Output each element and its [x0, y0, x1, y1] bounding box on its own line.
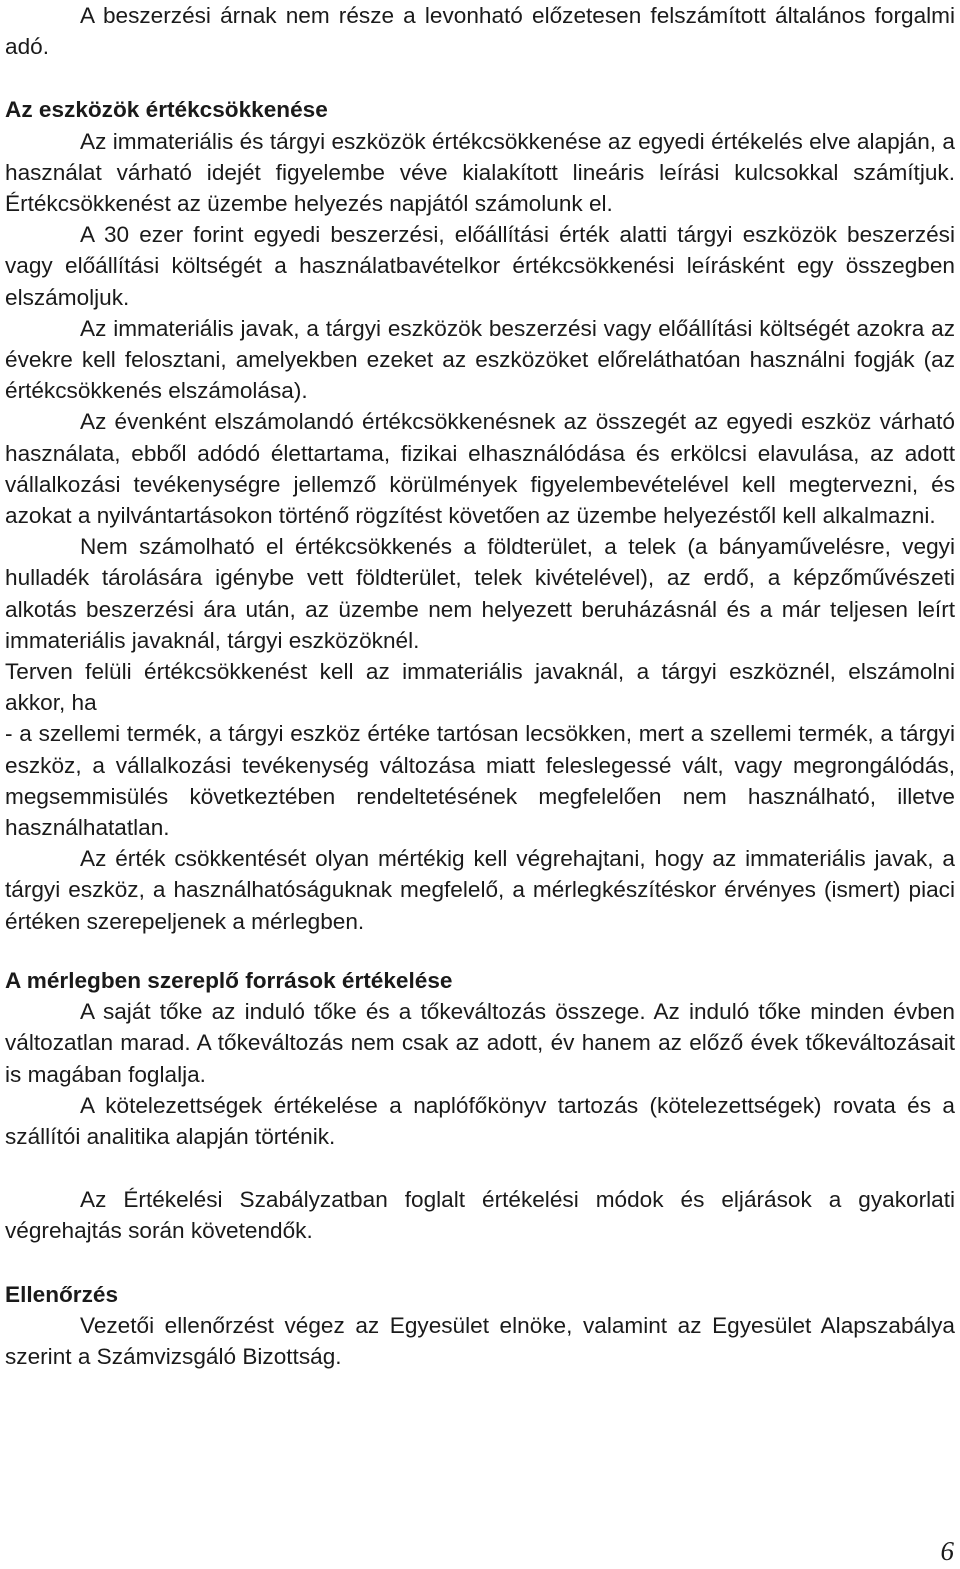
- paragraph-extraordinary-depreciation: Terven felüli értékcsökkenést kell az immateriális javaknál, a tárgyi eszköznél, elszámolni akkor, ha: [5, 659, 955, 716]
- spacer: [5, 62, 955, 94]
- paragraph-equity: A saját tőke az induló tőke és a tőkeváltozás összege. Az induló tőke minden évben változatlan marad. A tőkeváltozás nem csak az adott, év hanem az előző évek tőkeváltozásait is magában foglalja.: [5, 999, 955, 1087]
- heading-sources-valuation: A mérlegben szereplő források értékelése: [5, 967, 453, 993]
- paragraph-non-depreciable: Nem számolható el értékcsökkenés a földterület, a telek (a bányaművelésre, vegyi hulladék tárolására igénybe vett földterület, telek kivételével), az erdő, a képzőművészeti alkotás beszerzési ára után, az üzembe nem helyezett beruházásnál és a már teljesen leírt immateriális javaknál, tárgyi eszközöknél.: [5, 534, 955, 653]
- spacer: [5, 937, 955, 965]
- heading-control: Ellenőrzés: [5, 1281, 119, 1307]
- heading-depreciation: Az eszközök értékcsökkenése: [5, 97, 328, 123]
- paragraph-extraordinary-conditions: - a szellemi termék, a tárgyi eszköz értéke tartósan lecsökken, mert a szellemi termék, a tárgyi eszköz, a vállalkozási tevékenység változása miatt feleslegessé vált, vagy megrongálódás, megsemmisülés következtében rendeltetésének megfelelően nem használható, illetve használhatatlan.: [5, 721, 955, 841]
- paragraph-liabilities: A kötelezettségek értékelése a naplófőkönyv tartozás (kötelezettségek) rovata és a szállítói analitika alapján történik.: [5, 1092, 955, 1149]
- spacer: [5, 1247, 955, 1279]
- paragraph-depreciation-method: Az immateriális és tárgyi eszközök értékcsökkenése az egyedi értékelés elve alapján, a használat várható idejét figyelembe véve kialakított lineáris leírási kulcsokkal számítjuk. Értékcsökkenést az üzembe helyezés napjától számolunk el.: [5, 128, 955, 217]
- paragraph-control: Vezetői ellenőrzést végez az Egyesület elnöke, valamint az Egyesület Alapszabálya szerint a Számvizsgáló Bizottság.: [5, 1312, 955, 1369]
- spacer: [5, 1152, 955, 1184]
- document-page: [5, 0, 955, 1372]
- paragraph-annual-depreciation: Az évenként elszámolandó értékcsökkenésnek az összegét az egyedi eszköz várható használata, ebből adódó élettartama, fizikai elhasználódása és erkölcsi elavulása, az adott vállalkozási tevékenységre jellemző körülmények figyelembevételével kell megtervezni, és azokat a nyilvántartásokon történő rögzítést követően az üzembe helyezéstől kell alkalmazni.: [5, 409, 955, 529]
- paragraph-vat-note: A beszerzési árnak nem része a levonható előzetesen felszámított általános forgalmi adó.: [5, 3, 955, 60]
- paragraph-value-reduction: Az érték csökkentését olyan mértékig kell végrehajtani, hogy az immateriális javak, a tárgyi eszköz, a használhatóságuknak megfelelő, a mérlegkészítéskor érvényes (ismert) piaci értéken szerepeljenek a mérlegben.: [5, 846, 955, 934]
- paragraph-small-assets: A 30 ezer forint egyedi beszerzési, előállítási érték alatti tárgyi eszközök beszerzési vagy előállítási költségét a használatbavételkor értékcsökkenési leírásként egy összegben elszámoljuk.: [5, 222, 955, 310]
- paragraph-valuation-rules: Az Értékelési Szabályzatban foglalt értékelési módok és eljárások a gyakorlati végrehajtás során követendők.: [5, 1187, 955, 1244]
- paragraph-cost-allocation: Az immateriális javak, a tárgyi eszközök beszerzési vagy előállítási költségét azokra az évekre kell felosztani, amelyekben ezeket az eszközöket előreláthatóan használni fogják (az értékcsökkenés elszámolása).: [5, 315, 955, 404]
- page-number: 6: [940, 1536, 954, 1566]
